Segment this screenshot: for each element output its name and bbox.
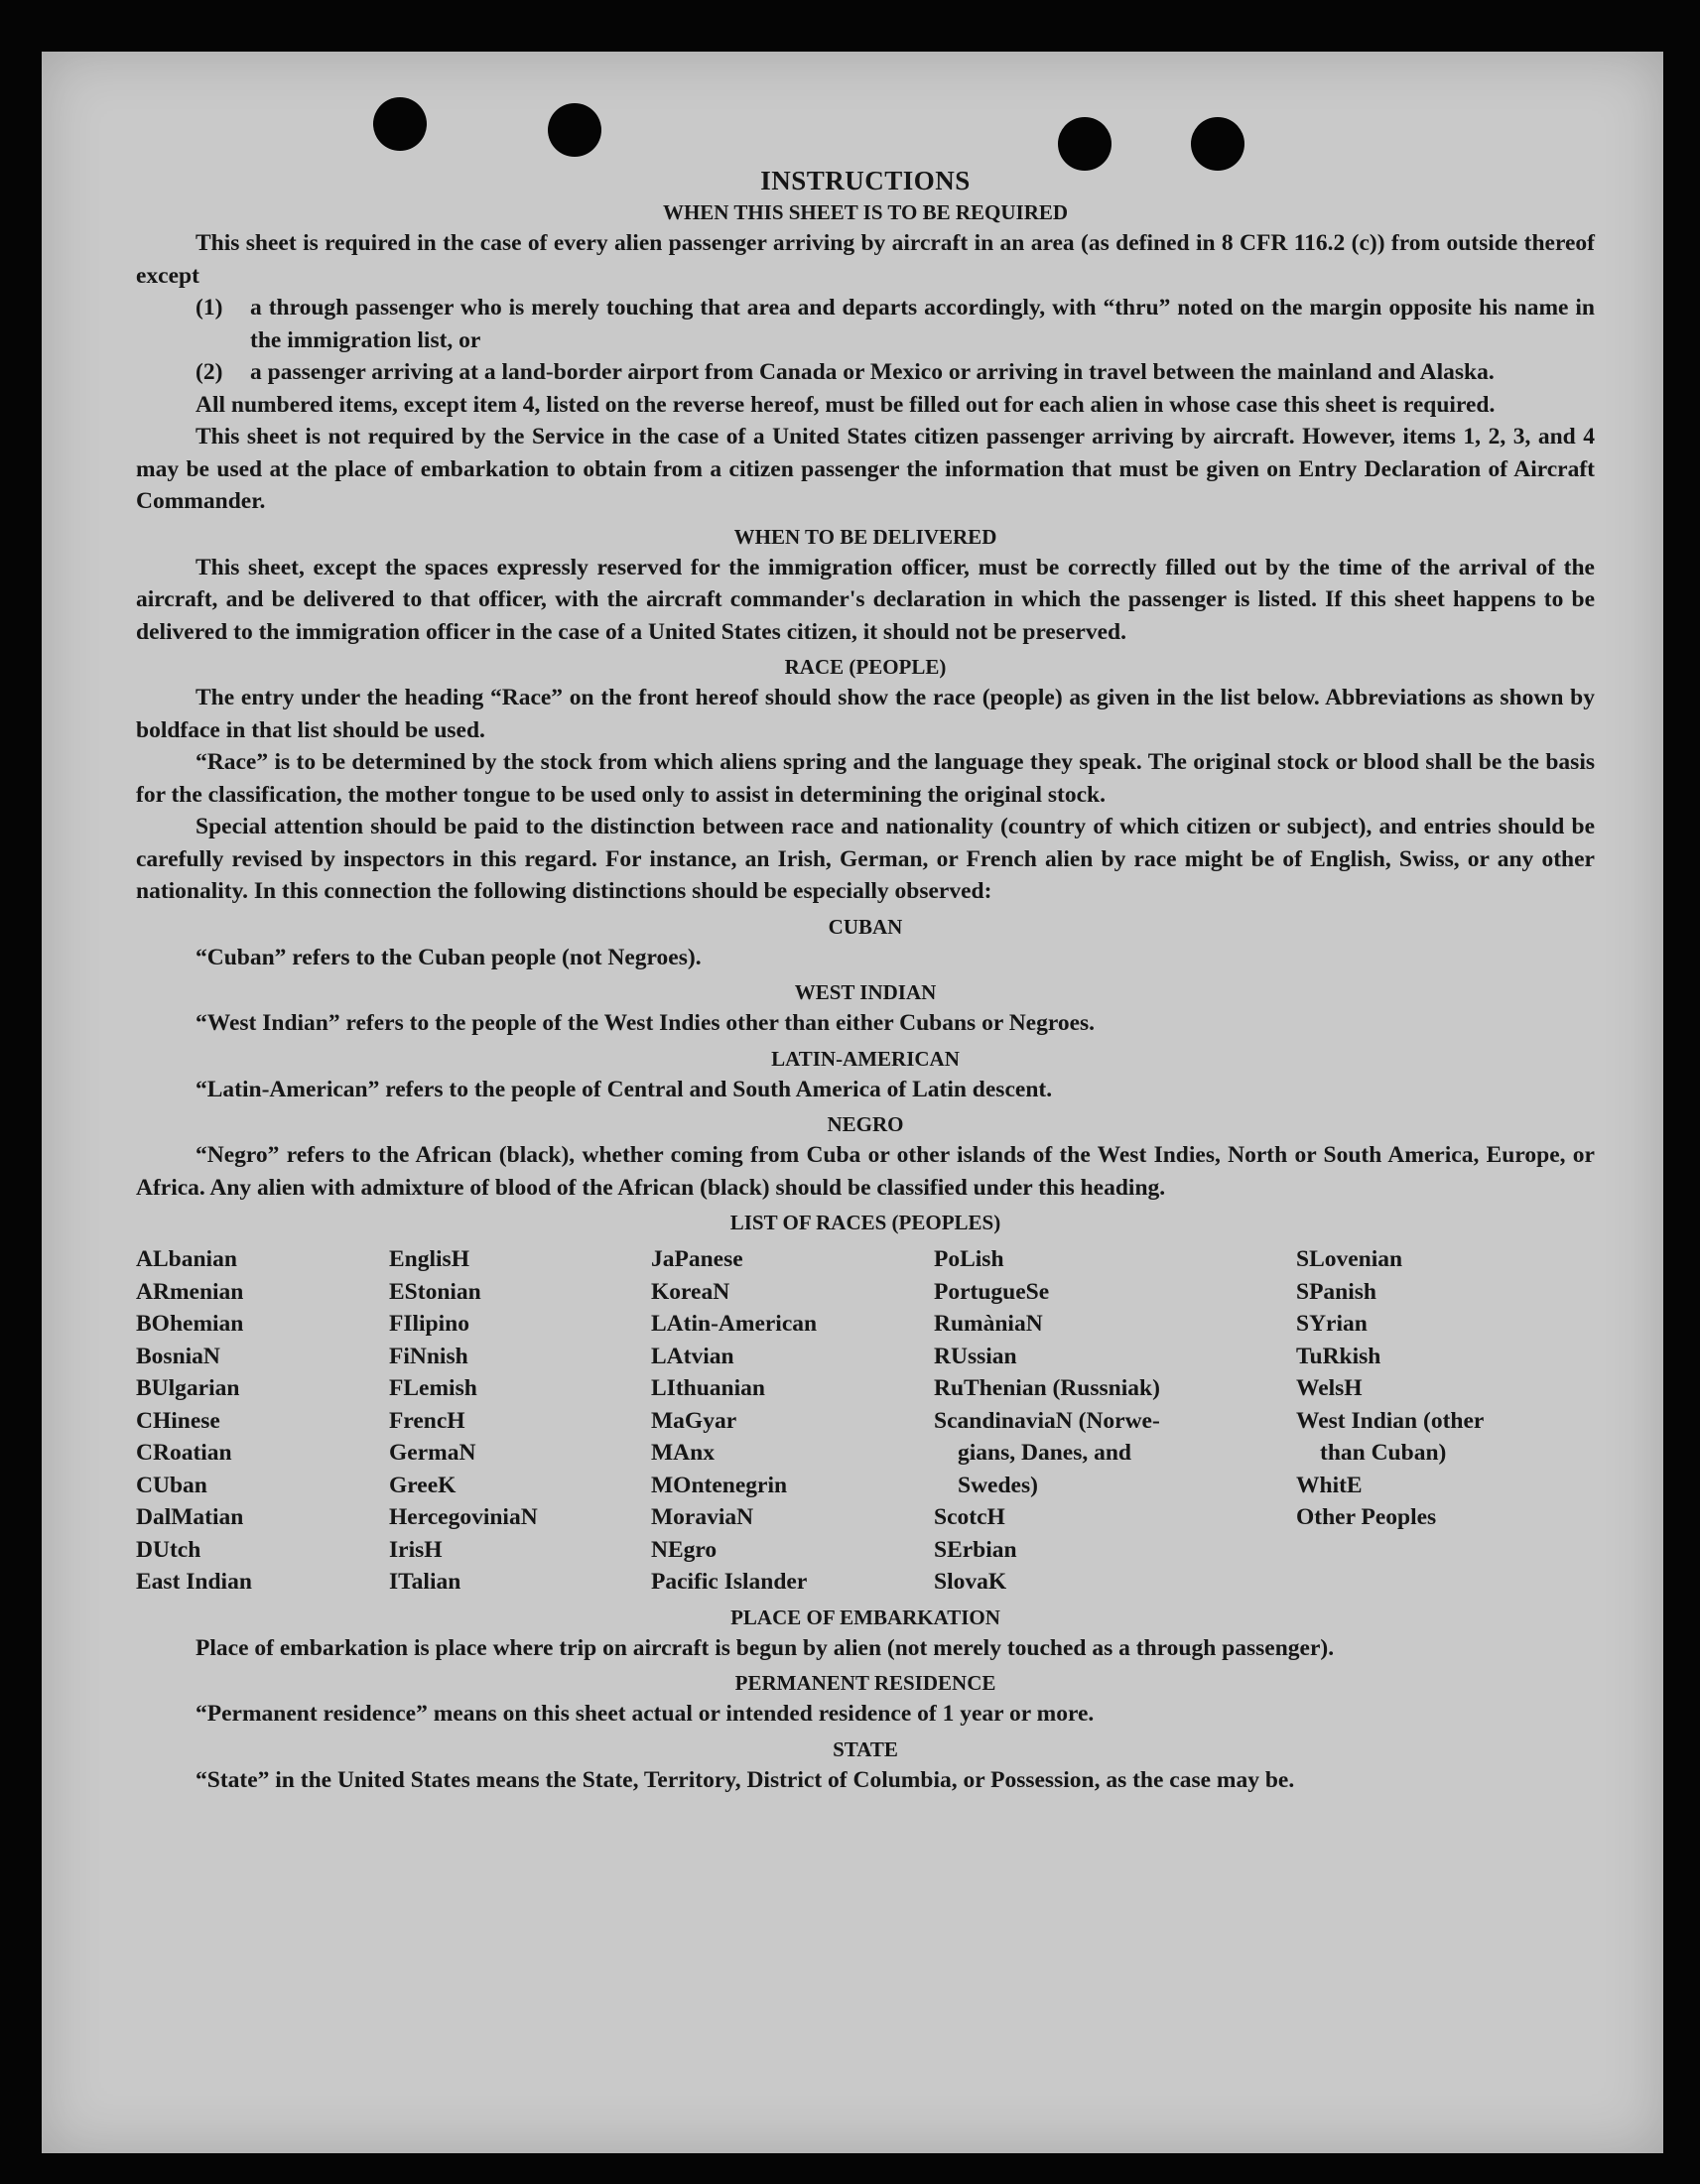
race-item: East Indian	[136, 1569, 252, 1595]
section-heading: STATE	[833, 1736, 898, 1761]
paragraph: All numbered items, except item 4, listed on the reverse hereof, must be filled out for each alien in whose case this sheet is required.	[196, 391, 1496, 418]
race-item: FiNnish	[389, 1343, 468, 1369]
race-item: SLovenian	[1296, 1246, 1403, 1272]
race-item: CUban	[136, 1472, 207, 1498]
punch-hole	[373, 97, 427, 151]
list-item	[136, 356, 1595, 389]
paragraph: Place of embarkation is place where trip on aircraft is begun by alien (not merely touched as a through passenger).	[196, 1634, 1335, 1661]
race-item: ScotcH	[934, 1504, 1005, 1530]
paragraph: “Race” is to be determined by the stock from which aliens spring and the language they speak. The original stock or blood shall be the basis for the classification, the mother tongue to be used only to assist in determining the original stock.	[136, 749, 1595, 808]
list-item	[136, 292, 1595, 356]
list-number: (1)	[196, 295, 223, 321]
section-heading: CUBAN	[828, 914, 903, 939]
race-item: WelsH	[1296, 1375, 1363, 1401]
race-item: GermaN	[389, 1440, 476, 1466]
race-item: TuRkish	[1296, 1343, 1381, 1369]
race-item: CHinese	[136, 1407, 220, 1434]
paragraph: This sheet is required in the case of every alien passenger arriving by aircraft in an area (as defined in 8 CFR 116.2 (c)) from outside thereof except	[136, 230, 1595, 289]
section-heading: PLACE OF EMBARKATION	[730, 1605, 1000, 1629]
race-item: LAtvian	[651, 1343, 734, 1369]
section-heading: WEST INDIAN	[794, 980, 937, 1004]
race-item: CRoatian	[136, 1440, 232, 1466]
paragraph: Special attention should be paid to the distinction between race and nationality (country of which citizen or subject), and entries should be carefully revised by inspectors in this regard. For instance, an Irish, German, or French alien by race might be of English, Swiss, or any other nationality. In this connection the following distinctions should be especially observed:	[136, 814, 1595, 904]
race-item: SErbian	[934, 1536, 1017, 1563]
race-item: RumàniaN	[934, 1311, 1043, 1337]
race-item: EStonian	[389, 1278, 481, 1305]
paragraph: “Cuban” refers to the Cuban people (not Negroes).	[196, 944, 702, 970]
race-item: LIthuanian	[651, 1375, 765, 1401]
race-item: PoLish	[934, 1246, 1004, 1272]
race-item: gians, Danes, and	[958, 1440, 1131, 1466]
section-heading: WHEN TO BE DELIVERED	[733, 524, 997, 549]
races-column	[136, 1243, 389, 1599]
race-item: PortugueSe	[934, 1278, 1050, 1305]
paragraph: The entry under the heading “Race” on the front hereof should show the race (people) as given in the list below. Abbreviations as shown by boldface in that list should be used.	[136, 685, 1595, 743]
races-column	[651, 1243, 934, 1599]
race-item: FLemish	[389, 1375, 477, 1401]
race-item: GreeK	[389, 1472, 457, 1498]
paragraph: “West Indian” refers to the people of the West Indies other than either Cubans or Negroes.	[196, 1010, 1096, 1036]
punch-hole	[548, 103, 601, 157]
race-item: Pacific Islander	[651, 1569, 808, 1595]
race-item: ITalian	[389, 1569, 461, 1595]
race-item: DUtch	[136, 1536, 201, 1563]
races-column	[1296, 1243, 1595, 1599]
race-item: MaGyar	[651, 1407, 737, 1434]
paragraph: “Permanent residence” means on this sheet actual or intended residence of 1 year or more.	[196, 1701, 1095, 1727]
race-item: EnglisH	[389, 1246, 469, 1272]
section-heading: PERMANENT RESIDENCE	[734, 1671, 996, 1695]
race-item: BOhemian	[136, 1311, 244, 1337]
races-column	[934, 1243, 1296, 1599]
race-item: SlovaK	[934, 1569, 1007, 1595]
race-item: Swedes)	[958, 1472, 1038, 1498]
race-item: ScandinaviaN (Norwe-	[934, 1407, 1160, 1434]
race-item: IrisH	[389, 1536, 443, 1563]
races-list	[136, 1243, 1595, 1599]
race-item: ARmenian	[136, 1278, 244, 1305]
section-heading: LATIN-AMERICAN	[771, 1046, 960, 1071]
instructions-content	[136, 163, 1595, 1796]
race-item: LAtin-American	[651, 1311, 818, 1337]
race-item: BosniaN	[136, 1343, 220, 1369]
race-item: JaPanese	[651, 1246, 743, 1272]
races-column	[389, 1243, 651, 1599]
paragraph: “Latin-American” refers to the people of Central and South America of Latin descent.	[196, 1076, 1053, 1102]
race-item: SPanish	[1296, 1278, 1376, 1305]
paragraph: This sheet is not required by the Service in the case of a United States citizen passenger arriving by aircraft. However, items 1, 2, 3, and 4 may be used at the place of embarkation to obtain from a citizen passenger the information that must be given on Entry Declaration of Aircraft Commander.	[136, 424, 1595, 514]
race-item: than Cuban)	[1320, 1440, 1447, 1466]
race-item: NEgro	[651, 1536, 718, 1563]
race-item: MAnx	[651, 1440, 715, 1466]
race-item: MOntenegrin	[651, 1472, 788, 1498]
race-item: KoreaN	[651, 1278, 730, 1305]
list-text: a passenger arriving at a land-border airport from Canada or Mexico or arriving in travel between the mainland and Alaska.	[250, 359, 1495, 385]
race-item: BUlgarian	[136, 1375, 240, 1401]
race-item: WhitE	[1296, 1472, 1363, 1498]
paragraph: “Negro” refers to the African (black), whether coming from Cuba or other islands of the West Indies, North or South America, Europe, or Africa. Any alien with admixture of blood of the African (black) should be classified under this heading.	[136, 1142, 1595, 1201]
race-item: West Indian (other	[1296, 1407, 1485, 1434]
race-item: Other Peoples	[1296, 1504, 1437, 1530]
race-item: RuThenian (Russniak)	[934, 1375, 1160, 1401]
section-heading: NEGRO	[827, 1112, 904, 1136]
document-sheet	[42, 52, 1663, 2153]
list-number: (2)	[196, 359, 223, 385]
list-text: a through passenger who is merely touching that area and departs accordingly, with “thru” noted on the margin opposite his name in the immigration list, or	[250, 295, 1595, 353]
section-heading: RACE (PEOPLE)	[784, 655, 947, 679]
paragraph: “State” in the United States means the State, Territory, District of Columbia, or Possession, as the case may be.	[196, 1766, 1295, 1793]
race-item: RUssian	[934, 1343, 1017, 1369]
race-item: MoraviaN	[651, 1504, 754, 1530]
paragraph: This sheet, except the spaces expressly reserved for the immigration officer, must be correctly filled out by the time of the arrival of the aircraft, and be delivered to that officer, with the aircraft commander's declaration in which the passenger is listed. If this sheet happens to be delivered to the immigration officer in the case of a United States citizen, it should not be preserved.	[136, 554, 1595, 645]
race-item: SYrian	[1296, 1311, 1368, 1337]
race-item: DalMatian	[136, 1504, 244, 1530]
race-item: ALbanian	[136, 1246, 237, 1272]
page-title: INSTRUCTIONS	[760, 166, 971, 195]
race-item: HercegoviniaN	[389, 1504, 538, 1530]
race-item: FIlipino	[389, 1311, 469, 1337]
race-item: FrencH	[389, 1407, 465, 1434]
section-heading: LIST OF RACES (PEOPLES)	[729, 1211, 1001, 1234]
section-heading: WHEN THIS SHEET IS TO BE REQUIRED	[662, 200, 1069, 224]
